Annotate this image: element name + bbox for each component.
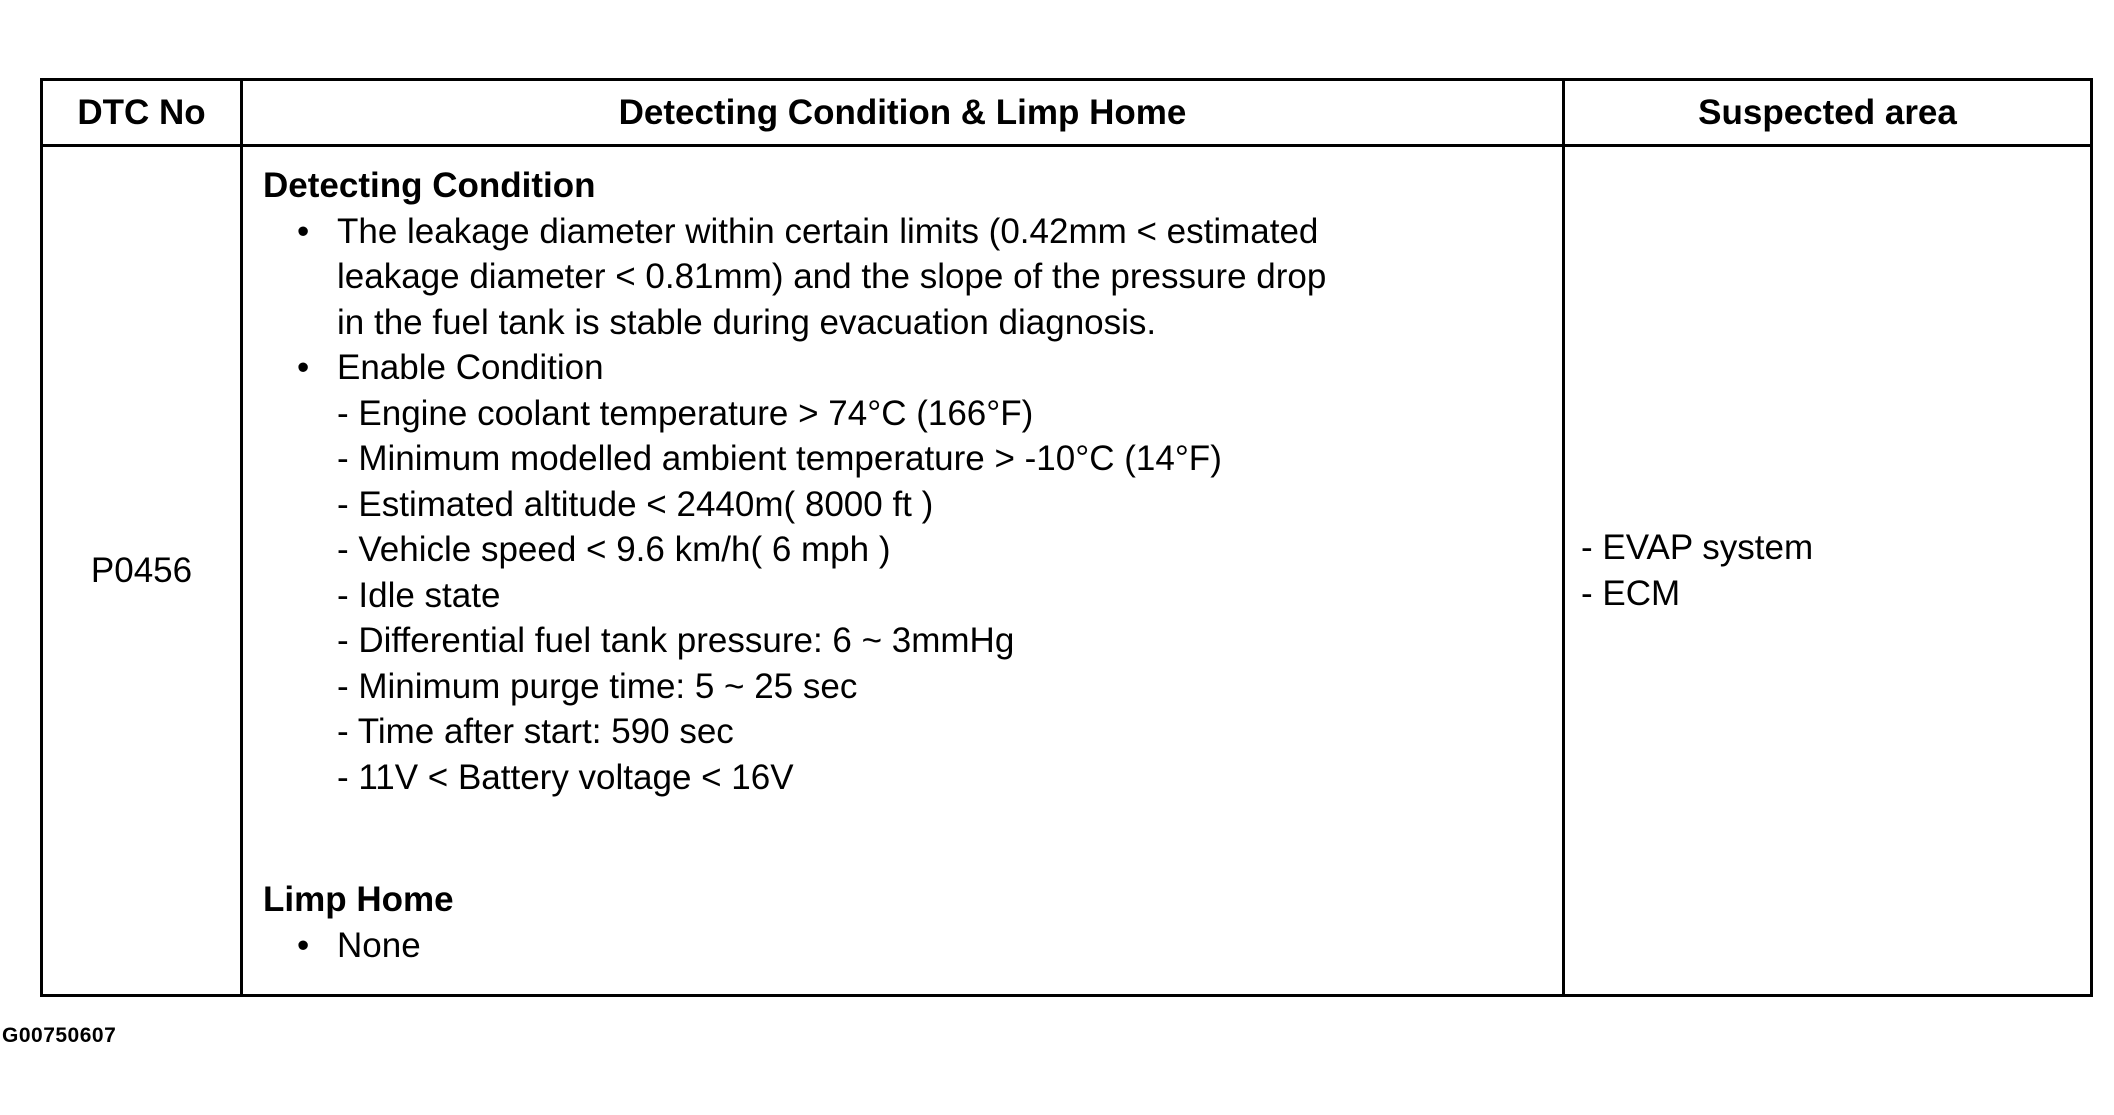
enable-item-ambient: - Minimum modelled ambient temperature > -10°C (14°F) — [337, 439, 1222, 478]
header-suspected-area: Suspected area — [1564, 80, 2092, 146]
dtc-code-cell: P0456 — [42, 146, 242, 996]
enable-item-speed: - Vehicle speed < 9.6 km/h( 6 mph ) — [337, 530, 891, 569]
enable-item-battery: - 11V < Battery voltage < 16V — [337, 757, 794, 797]
limp-home-section — [263, 877, 1544, 968]
leakage-line-2: leakage diameter < 0.81mm) and the slope of the pressure drop — [337, 257, 1327, 296]
enable-item-altitude: - Estimated altitude < 2440m( 8000 ft ) — [337, 484, 934, 524]
figure-caption: G00750607 — [2, 1024, 117, 1047]
enable-condition-bullet: • Enable Condition — [263, 345, 1544, 391]
leakage-bullet — [263, 209, 1544, 346]
limp-home-title: Limp Home — [263, 880, 454, 919]
detecting-condition-title: Detecting Condition — [263, 166, 596, 205]
leakage-line-1: • The leakage diameter within certain limits (0.42mm < estimated — [337, 211, 1319, 251]
enable-item-pressure: - Differential fuel tank pressure: 6 ~ 3mmHg — [337, 621, 1015, 660]
enable-item-purge: - Minimum purge time: 5 ~ 25 sec — [337, 666, 858, 706]
leakage-line-3: in the fuel tank is stable during evacuation diagnosis. — [337, 302, 1157, 342]
suspected-area-ecm: - ECM — [1581, 573, 1681, 613]
header-detecting-condition: Detecting Condition & Limp Home — [242, 80, 1564, 146]
dtc-table — [40, 78, 2093, 997]
table-row — [42, 146, 2092, 996]
suspected-area-cell — [1564, 146, 2092, 996]
enable-item-time: - Time after start: 590 sec — [337, 712, 734, 751]
header-dtc-no: DTC No — [42, 80, 242, 146]
condition-cell — [242, 146, 1564, 996]
enable-item-coolant: - Engine coolant temperature > 74°C (166°F) — [337, 393, 1034, 433]
enable-item-idle: - Idle state — [337, 575, 501, 615]
limp-home-bullet: • None — [263, 923, 1544, 969]
suspected-area-evap: - EVAP system — [1581, 528, 1814, 567]
condition-content — [243, 147, 1562, 975]
table-header-row — [42, 80, 2092, 146]
